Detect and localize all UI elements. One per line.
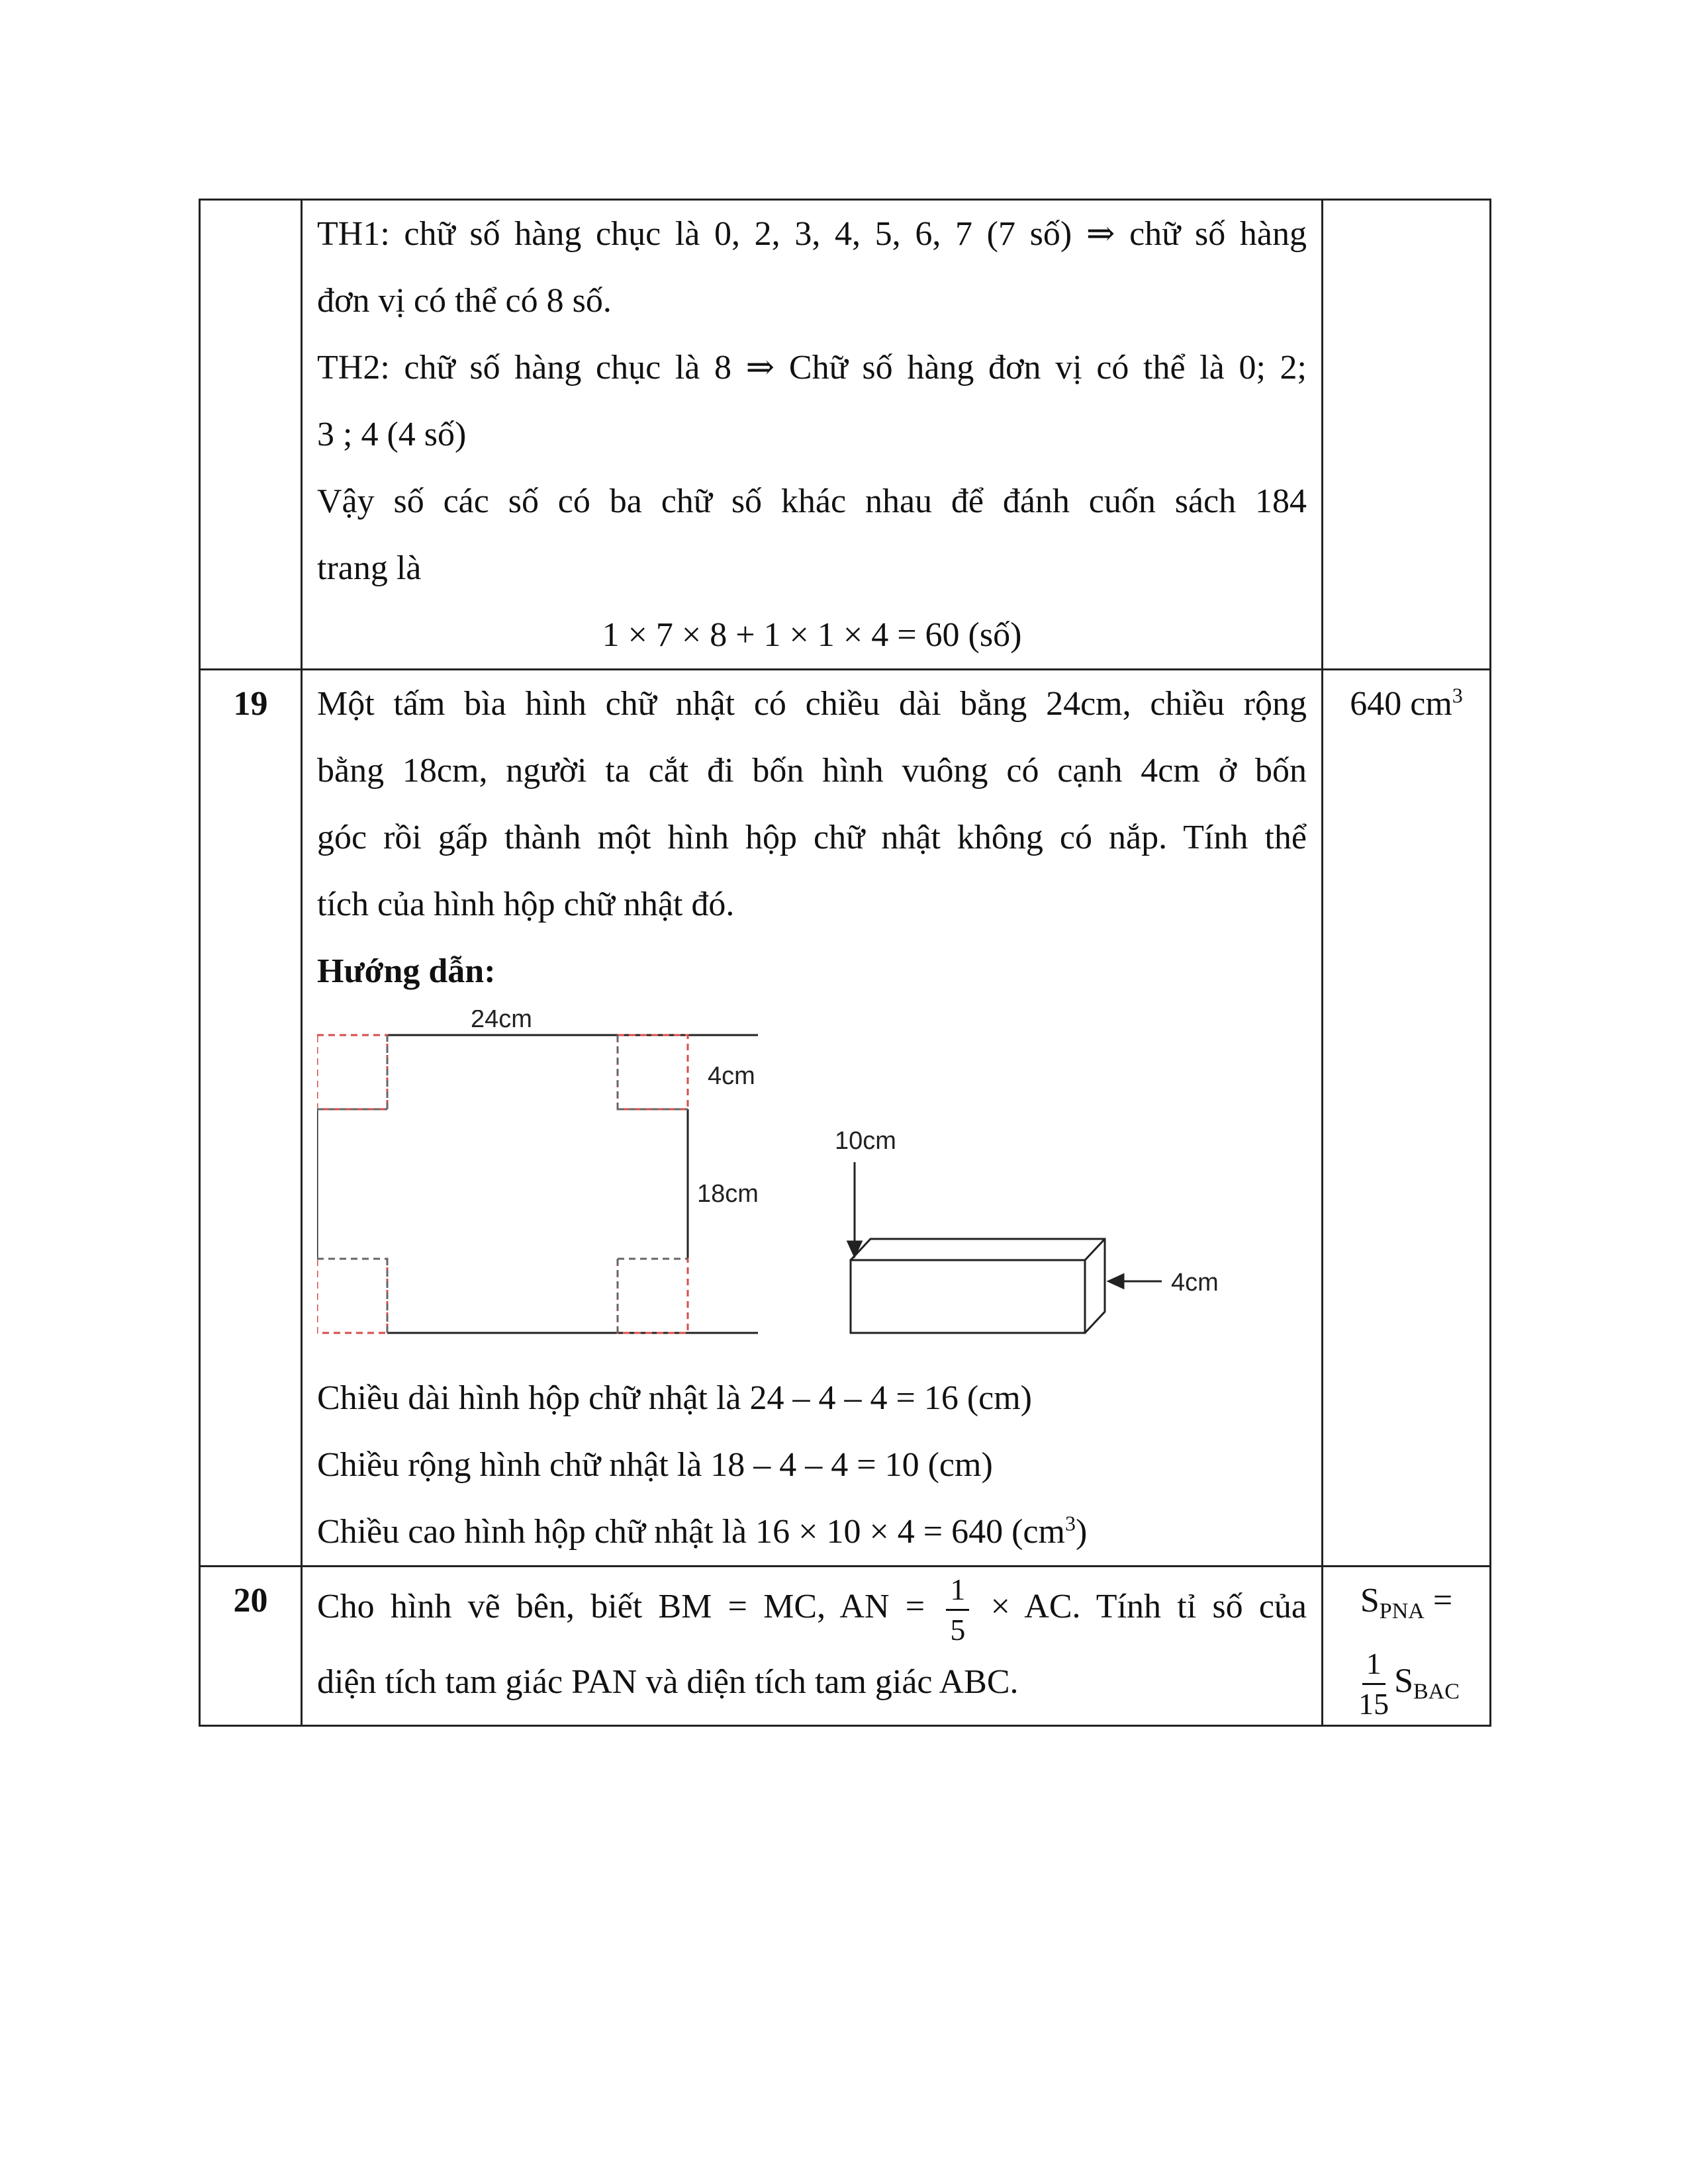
label-4cm-corner: 4cm: [708, 1062, 755, 1090]
text-after: × AC. Tính tỉ số của: [990, 1588, 1307, 1625]
answer-line-2: [1338, 1645, 1475, 1725]
text-line: TH1: chữ số hàng chục là 0, 2, 3, 4, 5, 6, 7 (7 số) ⇒ chữ số hàng: [317, 215, 1307, 253]
text-line: 3 ; 4 (4 số): [317, 416, 467, 453]
table-row: [200, 200, 1491, 670]
answer-table: [199, 199, 1491, 1727]
question-text: diện tích tam giác PAN và diện tích tam giác ABC.: [317, 1662, 1019, 1701]
question-number: 19: [200, 670, 302, 1567]
solution-cell: [302, 200, 1323, 670]
question-text: tích của hình hộp chữ nhật đó.: [317, 886, 735, 923]
equals-sign: =: [1432, 1582, 1453, 1619]
net-diagram: [317, 1035, 758, 1333]
question-text: bằng 18cm, người ta cắt đi bốn hình vuông có cạnh 4cm ở bốn: [317, 752, 1307, 790]
answer-exponent: 3: [1452, 683, 1463, 707]
solution-step: Chiều rộng hình chữ nhật là 18 – 4 – 4 = 10 (cm): [317, 1446, 993, 1484]
answer-cell: [1323, 670, 1491, 1567]
text-before: Cho hình vẽ bên, biết BM = MC, AN =: [317, 1588, 925, 1625]
answer-cell: [1323, 200, 1491, 670]
label-4cm-box: 4cm: [1171, 1269, 1219, 1297]
question-text: góc rồi gấp thành một hình hộp chữ nhật không có nắp. Tính thể: [317, 819, 1307, 856]
table-row: [200, 670, 1491, 1567]
solution-cell: [302, 1567, 1323, 1726]
question-text: Một tấm bìa hình chữ nhật có chiều dài bằng 24cm, chiều rộng: [317, 685, 1307, 723]
question-number: 20: [200, 1567, 302, 1726]
cuboid-diagram: [848, 1162, 1162, 1333]
area-subscript: PNA: [1379, 1599, 1425, 1623]
step-text: Chiều cao hình hộp chữ nhật là 16 × 10 × 4 = 640 (cm: [317, 1513, 1065, 1551]
guide-label: Hướng dẫn:: [317, 952, 496, 990]
text-line: đơn vị có thể có 8 số.: [317, 282, 612, 320]
fraction-one-fifth: [946, 1570, 969, 1649]
label-18cm: 18cm: [697, 1180, 759, 1208]
solution-cell: [302, 670, 1323, 1567]
area-subscript: BAC: [1413, 1679, 1460, 1704]
fraction-numerator: 1: [946, 1570, 969, 1611]
answer-cell: [1323, 1567, 1491, 1726]
step-tail: ): [1075, 1513, 1088, 1551]
question-number: [200, 200, 302, 670]
text-line: trang là: [317, 549, 422, 587]
solution-step: Chiều dài hình hộp chữ nhật là 24 – 4 – 4 = 16 (cm): [317, 1379, 1032, 1417]
area-symbol: S: [1394, 1662, 1413, 1700]
solution-step: [317, 1498, 1307, 1565]
answer-value: 640 cm: [1350, 685, 1452, 723]
fraction-numerator: 1: [1362, 1645, 1385, 1685]
fraction-one-fifteenth: [1358, 1645, 1389, 1723]
step-exponent: 3: [1064, 1511, 1076, 1535]
formula-line: 1 × 7 × 8 + 1 × 1 × 4 = 60 (số): [602, 616, 1022, 654]
label-10cm: 10cm: [835, 1127, 896, 1155]
area-symbol: S: [1360, 1582, 1380, 1619]
fraction-denominator: 5: [950, 1612, 966, 1647]
text-line: TH2: chữ số hàng chục là 8 ⇒ Chữ số hàng đơn vị có thể là 0; 2;: [317, 349, 1307, 387]
fraction-denominator: 15: [1358, 1687, 1389, 1721]
box-net-figure: [317, 1010, 1284, 1354]
text-line: Vậy số các số có ba chữ số khác nhau để đánh cuốn sách 184: [317, 482, 1307, 520]
label-24cm: 24cm: [471, 1010, 532, 1033]
answer-line-1: [1338, 1567, 1475, 1645]
table-row: [200, 1567, 1491, 1726]
question-text: [317, 1567, 1307, 1649]
